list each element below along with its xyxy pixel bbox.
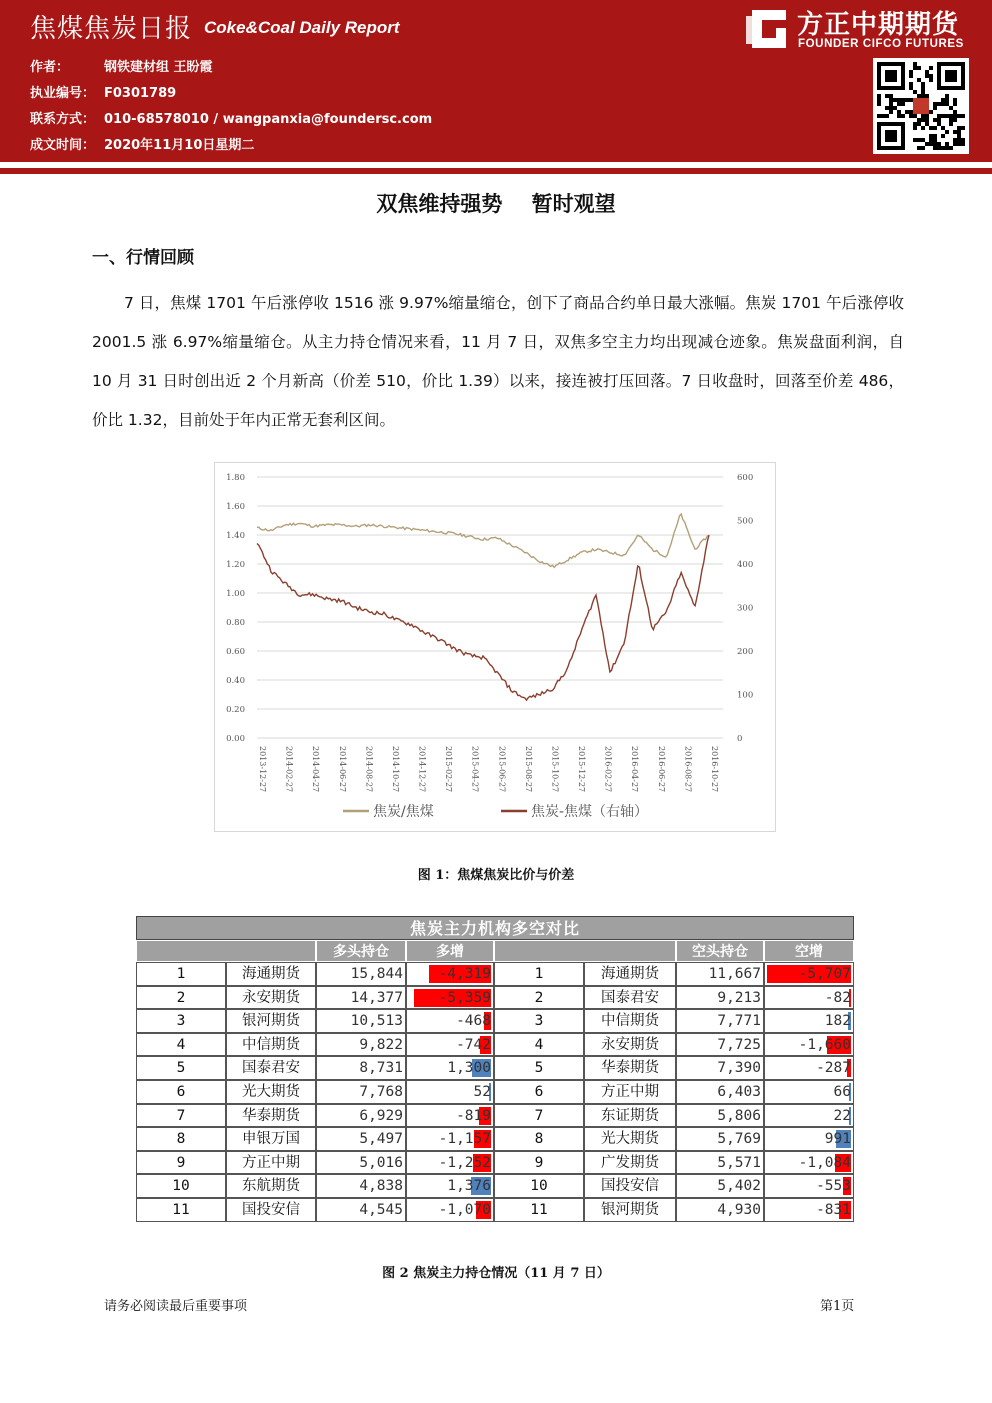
table-row: [136, 1080, 854, 1104]
header-blank-left: [136, 940, 316, 962]
y-right-tick-label: 0: [737, 734, 743, 744]
short-rank-cell: 3: [494, 1009, 584, 1033]
report-header: [0, 0, 992, 162]
y-right-tick-label: 300: [737, 603, 754, 614]
short-pos-cell: 7,725: [676, 1033, 764, 1057]
long-rank-cell: 9: [136, 1151, 226, 1175]
long-change-value: -1,157: [438, 1131, 491, 1148]
short-chg-cell: [764, 1056, 854, 1080]
long-pos-cell: 4,838: [316, 1174, 406, 1198]
long-name-cell: 东航期货: [226, 1174, 316, 1198]
long-chg-cell: [406, 1080, 494, 1104]
y-right-tick-label: 400: [737, 560, 754, 570]
short-rank-cell: 5: [494, 1056, 584, 1080]
short-rank-cell: 6: [494, 1080, 584, 1104]
long-pos-cell: 9,822: [316, 1033, 406, 1057]
long-change-value: -819: [456, 1107, 491, 1124]
long-name-cell: 国投安信: [226, 1198, 316, 1222]
short-name-cell: 方正中期: [584, 1080, 676, 1104]
short-change-value: 182: [824, 1013, 851, 1030]
short-chg-cell: [764, 1198, 854, 1222]
x-tick-label: 2015-12-27: [577, 746, 587, 793]
long-name-cell: 方正中期: [226, 1151, 316, 1175]
x-tick-label: 2015-06-27: [497, 746, 507, 793]
long-rank-cell: 8: [136, 1127, 226, 1151]
long-name-cell: 永安期货: [226, 986, 316, 1010]
x-tick-label: 2016-04-27: [630, 746, 640, 793]
y-right-tick-label: 600: [737, 473, 754, 483]
table-row: [136, 1151, 854, 1175]
figure-1-caption: 图 1：焦煤焦炭比价与价差: [417, 868, 575, 883]
legend-label: 焦炭-焦煤（右轴）: [531, 804, 649, 820]
meta-label: 作者：: [30, 60, 70, 75]
long-name-cell: 中信期货: [226, 1033, 316, 1057]
short-change-value: -82: [824, 989, 851, 1006]
long-pos-cell: 7,768: [316, 1080, 406, 1104]
short-pos-cell: 4,930: [676, 1198, 764, 1222]
ratio-spread-chart: [214, 462, 776, 832]
long-chg-cell: [406, 986, 494, 1010]
x-tick-label: 2014-04-27: [311, 746, 321, 793]
long-chg-cell: [406, 1009, 494, 1033]
long-rank-cell: 2: [136, 986, 226, 1010]
y-left-tick-label: 1.60: [226, 502, 245, 512]
short-chg-cell: [764, 1174, 854, 1198]
long-pos-cell: 8,731: [316, 1056, 406, 1080]
long-chg-cell: [406, 1151, 494, 1175]
long-chg-cell: [406, 1127, 494, 1151]
report-title-en: Coke&Coal Daily Report: [204, 18, 400, 37]
short-rank-cell: 11: [494, 1198, 584, 1222]
short-pos-cell: 5,806: [676, 1104, 764, 1128]
y-left-tick-label: 0.60: [226, 647, 245, 657]
x-tick-label: 2015-10-27: [550, 746, 560, 793]
long-rank-cell: 6: [136, 1080, 226, 1104]
short-pos-cell: 9,213: [676, 986, 764, 1010]
y-right-tick-label: 500: [737, 516, 754, 527]
meta-label: 执业编号：: [30, 86, 96, 101]
short-change-value: -831: [816, 1201, 851, 1218]
footer-notice: 请务必阅读最后重要事项: [104, 1299, 248, 1314]
short-name-cell: 海通期货: [584, 962, 676, 986]
meta-value: F0301789: [104, 86, 177, 101]
y-left-tick-label: 1.40: [226, 531, 245, 541]
short-rank-cell: 9: [494, 1151, 584, 1175]
long-pos-cell: 5,016: [316, 1151, 406, 1175]
table-row: [136, 1104, 854, 1128]
long-chg-cell: [406, 1056, 494, 1080]
short-chg-cell: [764, 962, 854, 986]
short-change-value: -1,660: [798, 1036, 851, 1053]
short-change-value: -1,084: [798, 1154, 851, 1171]
long-name-cell: 海通期货: [226, 962, 316, 986]
table-row: [136, 1198, 854, 1222]
x-tick-label: 2014-12-27: [417, 746, 427, 793]
short-name-cell: 国泰君安: [584, 986, 676, 1010]
long-change-value: 1,300: [447, 1060, 491, 1077]
long-rank-cell: 10: [136, 1174, 226, 1198]
short-pos-cell: 5,769: [676, 1127, 764, 1151]
y-left-tick-label: 0.80: [226, 618, 245, 628]
long-change-value: -1,252: [438, 1154, 491, 1171]
table-row: [136, 1033, 854, 1057]
short-pos-cell: 5,402: [676, 1174, 764, 1198]
long-rank-cell: 4: [136, 1033, 226, 1057]
short-pos-cell: 7,771: [676, 1009, 764, 1033]
long-chg-cell: [406, 1198, 494, 1222]
table-title: 焦炭主力机构多空对比: [136, 916, 854, 940]
x-tick-label: 2014-02-27: [284, 746, 294, 793]
long-chg-cell: [406, 1174, 494, 1198]
positions-table: [136, 916, 854, 1222]
short-chg-cell: [764, 986, 854, 1010]
table-row: [136, 986, 854, 1010]
brand-name-en: FOUNDER CIFCO FUTURES: [798, 38, 964, 50]
long-pos-cell: 6,929: [316, 1104, 406, 1128]
long-change-value: -742: [456, 1036, 491, 1053]
short-chg-cell: [764, 1151, 854, 1175]
long-change-value: 1,376: [447, 1178, 491, 1195]
short-rank-cell: 4: [494, 1033, 584, 1057]
long-rank-cell: 11: [136, 1198, 226, 1222]
short-rank-cell: 2: [494, 986, 584, 1010]
x-tick-label: 2013-12-27: [258, 746, 267, 793]
short-name-cell: 华泰期货: [584, 1056, 676, 1080]
series-line-0: [257, 514, 709, 567]
y-right-tick-label: 200: [737, 647, 754, 657]
table-row: [136, 1009, 854, 1033]
x-tick-label: 2016-06-27: [656, 746, 666, 793]
long-pos-cell: 15,844: [316, 962, 406, 986]
short-change-value: -287: [816, 1060, 851, 1077]
header-short-pos: 空头持仓: [676, 940, 764, 962]
founder-logo-icon: [746, 8, 788, 50]
long-name-cell: 银河期货: [226, 1009, 316, 1033]
y-left-tick-label: 0.20: [226, 705, 245, 715]
table-row: [136, 1174, 854, 1198]
short-name-cell: 国投安信: [584, 1174, 676, 1198]
brand-name-cn: 方正中期期货: [797, 10, 960, 40]
qr-code-icon: [873, 58, 969, 154]
short-chg-cell: [764, 1009, 854, 1033]
long-change-value: 52: [473, 1083, 491, 1100]
long-pos-cell: 10,513: [316, 1009, 406, 1033]
long-name-cell: 光大期货: [226, 1080, 316, 1104]
short-change-value: 66: [833, 1083, 851, 1100]
short-name-cell: 广发期货: [584, 1151, 676, 1175]
y-left-tick-label: 1.20: [226, 560, 245, 570]
long-change-value: -5,359: [438, 989, 491, 1006]
x-tick-label: 2016-02-27: [603, 746, 613, 793]
meta-author: [30, 56, 213, 75]
y-left-tick-label: 0.00: [226, 734, 245, 744]
header-short-chg: 空增: [764, 940, 854, 962]
chart-canvas: [215, 463, 775, 831]
short-change-value: 991: [824, 1131, 851, 1148]
short-name-cell: 永安期货: [584, 1033, 676, 1057]
long-change-value: -4,319: [438, 966, 491, 982]
short-rank-cell: 7: [494, 1104, 584, 1128]
short-name-cell: 银河期货: [584, 1198, 676, 1222]
table-row: [136, 1056, 854, 1080]
x-tick-label: 2014-10-27: [390, 746, 400, 793]
section-paragraph: 7 日，焦煤 1701 午后涨停收 1516 涨 9.97%缩量缩仓，创下了商品合约单日最大涨幅。焦炭 1701 午后涨停收 2001.5 涨 6.97%缩量缩仓。从主力持仓情况来看，11 月 7 日，双焦多空主力均出现减仓迹象。焦炭盘面利润，自 10 月 31 日时创出近 2 个月新高（价差 510，价比 1.39）以来，接连被打压回落。7 日收盘时，回落至价差 486，价比 1.32，目前处于年内正常无套利区间。: [92, 294, 904, 429]
y-right-tick-label: 100: [737, 690, 754, 701]
short-rank-cell: 1: [494, 962, 584, 986]
short-change-value: -5,707: [798, 966, 851, 982]
page-number: 第1页: [820, 1299, 855, 1314]
y-left-tick-label: 1.80: [226, 473, 245, 483]
legend-label: 焦炭/焦煤: [373, 804, 434, 820]
header-blank-right: [494, 940, 676, 962]
short-change-value: -553: [816, 1178, 851, 1195]
short-pos-cell: 7,390: [676, 1056, 764, 1080]
meta-label: 联系方式：: [30, 112, 96, 127]
short-chg-cell: [764, 1080, 854, 1104]
long-chg-cell: [406, 962, 494, 986]
long-chg-cell: [406, 1033, 494, 1057]
short-chg-cell: [764, 1033, 854, 1057]
short-rank-cell: 10: [494, 1174, 584, 1198]
document-title: 双焦维持强势 暂时观望: [376, 191, 616, 216]
report-title-cn: 焦煤焦炭日报: [30, 14, 193, 44]
meta-value: 010-68578010 / wangpanxia@foundersc.com: [104, 112, 433, 127]
y-left-tick-label: 1.00: [226, 589, 245, 599]
series-line-1: [257, 535, 709, 700]
short-pos-cell: 11,667: [676, 962, 764, 986]
long-name-cell: 申银万国: [226, 1127, 316, 1151]
header-long-pos: 多头持仓: [316, 940, 406, 962]
short-pos-cell: 5,571: [676, 1151, 764, 1175]
x-tick-label: 2015-08-27: [523, 746, 533, 793]
short-pos-cell: 6,403: [676, 1080, 764, 1104]
meta-contact: [30, 108, 432, 127]
long-rank-cell: 1: [136, 962, 226, 986]
long-change-value: -1,070: [438, 1201, 491, 1218]
short-name-cell: 中信期货: [584, 1009, 676, 1033]
y-left-tick-label: 0.40: [226, 676, 245, 686]
long-rank-cell: 5: [136, 1056, 226, 1080]
short-name-cell: 东证期货: [584, 1104, 676, 1128]
long-name-cell: 国泰君安: [226, 1056, 316, 1080]
header-divider-line: [0, 168, 992, 174]
long-pos-cell: 14,377: [316, 986, 406, 1010]
x-tick-label: 2014-08-27: [364, 746, 374, 793]
long-name-cell: 华泰期货: [226, 1104, 316, 1128]
x-tick-label: 2016-08-27: [683, 746, 693, 793]
meta-value: 2020年11月10日星期二: [104, 138, 255, 153]
long-rank-cell: 7: [136, 1104, 226, 1128]
meta-date: [30, 134, 254, 153]
long-rank-cell: 3: [136, 1009, 226, 1033]
x-tick-label: 2014-06-27: [337, 746, 347, 793]
meta-value: 钢铁建材组 王盼霞: [104, 60, 213, 75]
meta-license: [30, 82, 176, 101]
long-chg-cell: [406, 1104, 494, 1128]
long-pos-cell: 5,497: [316, 1127, 406, 1151]
short-chg-cell: [764, 1104, 854, 1128]
x-tick-label: 2015-02-27: [444, 746, 454, 793]
short-rank-cell: 8: [494, 1127, 584, 1151]
table-header-row: [136, 940, 854, 962]
table-row: [136, 962, 854, 986]
meta-label: 成文时间：: [30, 138, 96, 153]
x-tick-label: 2016-10-27: [710, 746, 719, 793]
section-heading: 一、行情回顾: [92, 248, 194, 268]
table-body: [136, 962, 854, 1222]
header-long-chg: 多增: [406, 940, 494, 962]
short-change-value: 22: [833, 1107, 851, 1124]
short-chg-cell: [764, 1127, 854, 1151]
short-name-cell: 光大期货: [584, 1127, 676, 1151]
x-tick-label: 2015-04-27: [470, 746, 480, 793]
long-pos-cell: 4,545: [316, 1198, 406, 1222]
table-row: [136, 1127, 854, 1151]
figure-2-caption: 图 2 焦炭主力持仓情况（11 月 7 日）: [382, 1266, 610, 1281]
long-change-value: -468: [456, 1013, 491, 1030]
